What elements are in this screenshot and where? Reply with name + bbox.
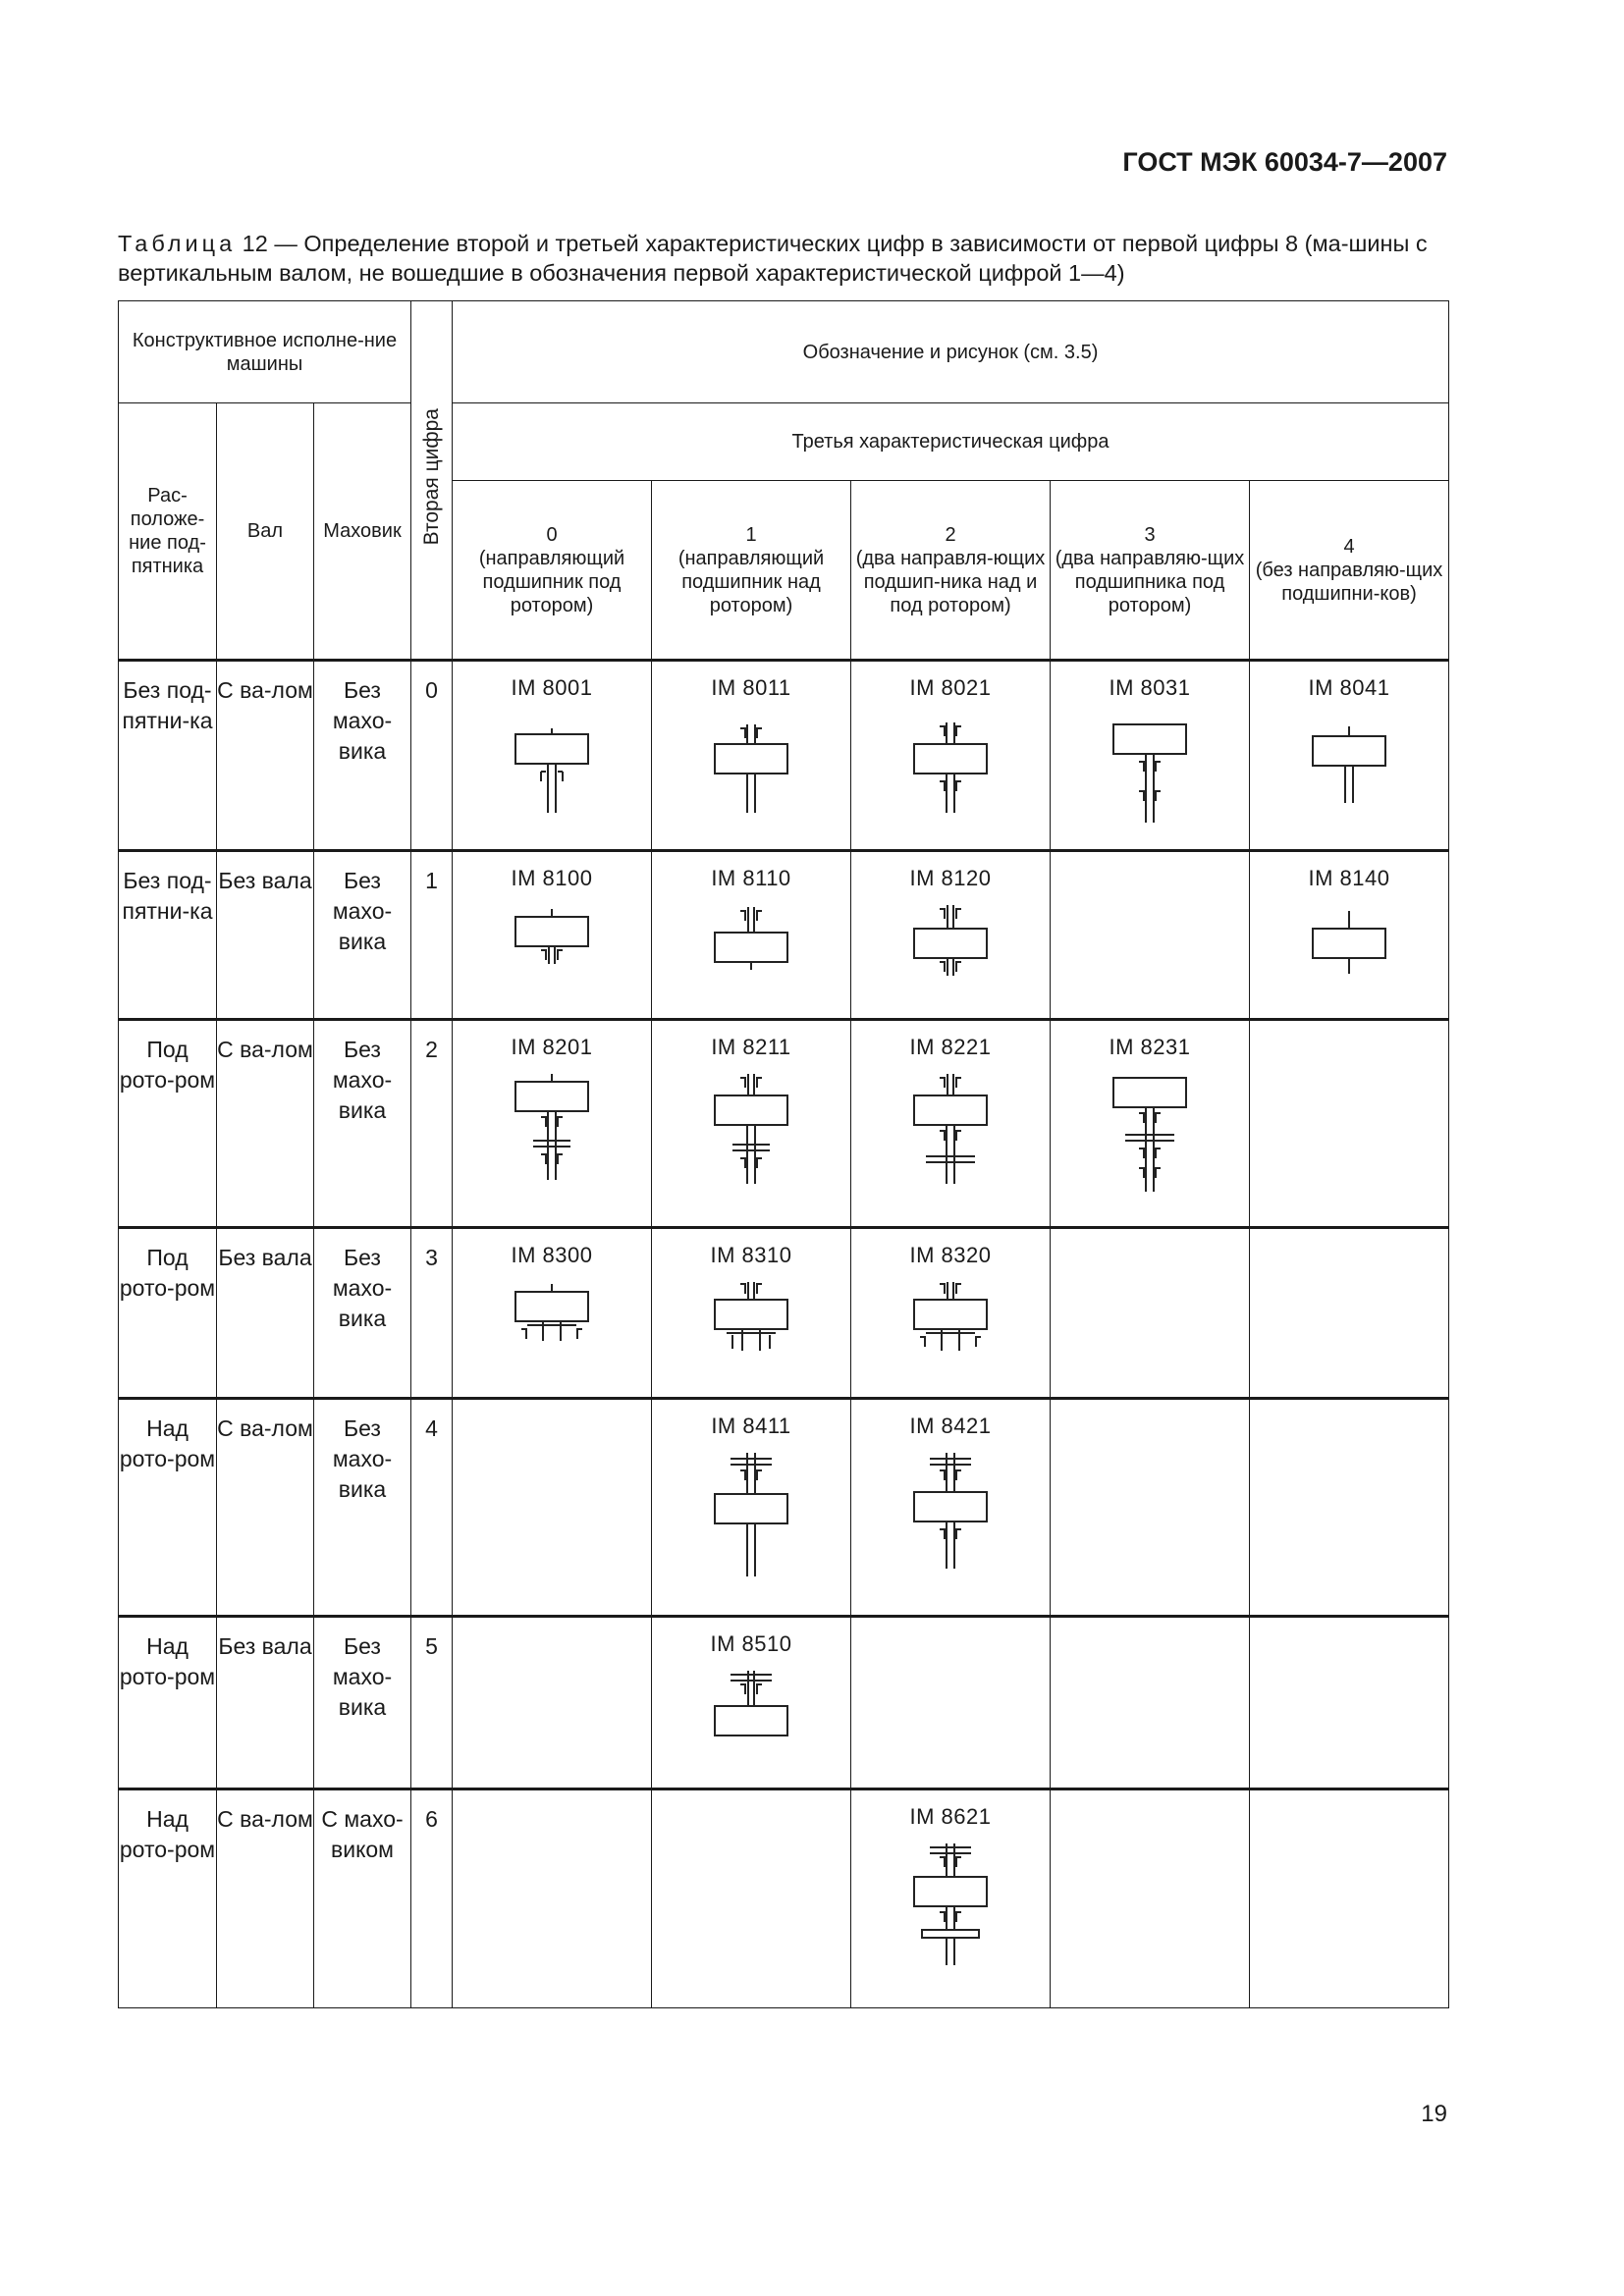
header-bearing: Рас-положе-ние под-пятника <box>119 403 217 661</box>
header-col-3: 3 (два направляю-щих подшипника под ротором) <box>1051 481 1250 661</box>
header-second-digit: Вторая цифра <box>411 301 453 661</box>
designation-code: IM 8411 <box>711 1414 791 1438</box>
figure-cell <box>1250 851 1449 1020</box>
figure-cell <box>1051 1020 1250 1228</box>
figure-cell <box>851 1228 1051 1399</box>
cell-bearing: Над рото-ром <box>119 1617 217 1789</box>
table-row <box>119 1789 1449 2008</box>
figure-cell <box>652 661 851 851</box>
table-row <box>119 1228 1449 1399</box>
figure-cell-empty <box>1250 1228 1449 1399</box>
designation-code: IM 8221 <box>909 1035 992 1059</box>
figure-cell-empty <box>1250 1789 1449 2008</box>
table-row <box>119 1399 1449 1617</box>
figure-cell-empty <box>1051 851 1250 1020</box>
designation-code: IM 8011 <box>711 675 791 700</box>
designation-table <box>118 300 1449 2008</box>
machine-sketch-icon <box>896 1453 1004 1590</box>
designation-code: IM 8231 <box>1109 1035 1191 1059</box>
figure-cell-empty <box>652 1789 851 2008</box>
figure-cell-empty <box>851 1617 1051 1789</box>
page-number: 19 <box>1421 2101 1447 2127</box>
designation-code: IM 8621 <box>909 1804 992 1829</box>
table-row <box>119 661 1449 851</box>
figure-cell <box>652 851 851 1020</box>
cell-bearing: Под рото-ром <box>119 1228 217 1399</box>
machine-sketch-icon <box>896 1843 1004 1981</box>
figure-cell <box>453 1228 652 1399</box>
figure-cell <box>652 1399 851 1617</box>
machine-sketch-icon <box>896 1074 1004 1201</box>
machine-sketch-icon <box>1096 1074 1204 1201</box>
designation-code: IM 8421 <box>909 1414 992 1438</box>
header-designation: Обозначение и рисунок (см. 3.5) <box>453 301 1449 403</box>
figure-cell <box>851 1789 1051 2008</box>
cell-digit: 3 <box>411 1228 453 1399</box>
designation-code: IM 8201 <box>511 1035 593 1059</box>
figure-cell-empty <box>453 1617 652 1789</box>
designation-code: IM 8120 <box>909 866 992 890</box>
cell-flywheel: Без махо-вика <box>314 1617 411 1789</box>
cell-flywheel: Без махо-вика <box>314 1228 411 1399</box>
machine-sketch-icon <box>498 715 606 842</box>
machine-sketch-icon <box>697 1671 805 1759</box>
header-col-1: 1 (направляющий подшипник над ротором) <box>652 481 851 661</box>
header-col-0: 0 (направляющий подшипник под ротором) <box>453 481 652 661</box>
figure-cell <box>851 851 1051 1020</box>
designation-code: IM 8140 <box>1308 866 1390 890</box>
cell-shaft: Без вала <box>217 851 314 1020</box>
cell-bearing: Над рото-ром <box>119 1789 217 2008</box>
table-row <box>119 1020 1449 1228</box>
machine-sketch-icon <box>1295 905 1403 993</box>
figure-cell-empty <box>1250 1399 1449 1617</box>
cell-bearing: Без под-пятни-ка <box>119 851 217 1020</box>
cell-digit: 0 <box>411 661 453 851</box>
header-third-digit: Третья характеристическая цифра <box>453 403 1449 481</box>
figure-cell <box>851 661 1051 851</box>
designation-code: IM 8211 <box>711 1035 791 1059</box>
designation-code: IM 8300 <box>511 1243 593 1267</box>
caption-prefix: Таблица <box>118 231 237 256</box>
header-col-2: 2 (два направля-ющих подшип-ника над и под ротором) <box>851 481 1051 661</box>
cell-flywheel: Без махо-вика <box>314 661 411 851</box>
cell-digit: 6 <box>411 1789 453 2008</box>
cell-digit: 4 <box>411 1399 453 1617</box>
cell-digit: 1 <box>411 851 453 1020</box>
table-row <box>119 851 1449 1020</box>
machine-sketch-icon <box>896 715 1004 842</box>
machine-sketch-icon <box>896 1282 1004 1370</box>
figure-cell-empty <box>1250 1020 1449 1228</box>
cell-shaft: С ва-лом <box>217 1399 314 1617</box>
cell-shaft: С ва-лом <box>217 1789 314 2008</box>
cell-shaft: С ва-лом <box>217 661 314 851</box>
cell-bearing: Под рото-ром <box>119 1020 217 1228</box>
header-shaft: Вал <box>217 403 314 661</box>
designation-code: IM 8510 <box>710 1631 792 1656</box>
machine-sketch-icon <box>697 1453 805 1590</box>
machine-sketch-icon <box>697 715 805 842</box>
header-col-4: 4 (без направляю-щих подшипни-ков) <box>1250 481 1449 661</box>
figure-cell <box>851 1020 1051 1228</box>
cell-flywheel: Без махо-вика <box>314 1020 411 1228</box>
figure-cell <box>1051 661 1250 851</box>
cell-shaft: С ва-лом <box>217 1020 314 1228</box>
cell-bearing: Без под-пятни-ка <box>119 661 217 851</box>
designation-code: IM 8110 <box>711 866 791 890</box>
machine-sketch-icon <box>498 1074 606 1201</box>
figure-cell <box>652 1020 851 1228</box>
figure-cell <box>453 851 652 1020</box>
cell-shaft: Без вала <box>217 1617 314 1789</box>
cell-flywheel: Без махо-вика <box>314 1399 411 1617</box>
designation-code: IM 8021 <box>909 675 992 700</box>
figure-cell <box>453 1020 652 1228</box>
cell-flywheel: С махо-виком <box>314 1789 411 2008</box>
figure-cell <box>453 661 652 851</box>
figure-cell <box>1250 661 1449 851</box>
caption-text: 12 — Определение второй и третьей характеристических цифр в зависимости от первой цифры 8 (ма-шины с вертикальным валом, не вошедшие в обозначения первой характеристической цифрой 1—4) <box>118 231 1428 286</box>
figure-cell-empty <box>1051 1789 1250 2008</box>
designation-code: IM 8041 <box>1308 675 1390 700</box>
cell-digit: 5 <box>411 1617 453 1789</box>
figure-cell-empty <box>1250 1617 1449 1789</box>
header-construction: Конструктивное исполне-ние машины <box>119 301 411 403</box>
machine-sketch-icon <box>1096 715 1204 842</box>
machine-sketch-icon <box>498 905 606 993</box>
machine-sketch-icon <box>697 1074 805 1201</box>
designation-code: IM 8031 <box>1109 675 1191 700</box>
figure-cell-empty <box>1051 1399 1250 1617</box>
designation-code: IM 8320 <box>909 1243 992 1267</box>
document-code: ГОСТ МЭК 60034-7—2007 <box>1122 147 1447 177</box>
designation-code: IM 8310 <box>710 1243 792 1267</box>
cell-shaft: Без вала <box>217 1228 314 1399</box>
machine-sketch-icon <box>1295 715 1403 842</box>
machine-sketch-icon <box>498 1282 606 1370</box>
figure-cell-empty <box>1051 1617 1250 1789</box>
cell-flywheel: Без махо-вика <box>314 851 411 1020</box>
machine-sketch-icon <box>896 905 1004 993</box>
designation-code: IM 8001 <box>511 675 593 700</box>
table-caption <box>118 229 1447 288</box>
table-row <box>119 1617 1449 1789</box>
figure-cell-empty <box>453 1789 652 2008</box>
figure-cell <box>652 1617 851 1789</box>
figure-cell <box>851 1399 1051 1617</box>
figure-cell-empty <box>453 1399 652 1617</box>
figure-cell <box>652 1228 851 1399</box>
figure-cell-empty <box>1051 1228 1250 1399</box>
header-flywheel: Маховик <box>314 403 411 661</box>
cell-digit: 2 <box>411 1020 453 1228</box>
cell-bearing: Над рото-ром <box>119 1399 217 1617</box>
machine-sketch-icon <box>697 905 805 993</box>
designation-code: IM 8100 <box>511 866 593 890</box>
machine-sketch-icon <box>697 1282 805 1370</box>
